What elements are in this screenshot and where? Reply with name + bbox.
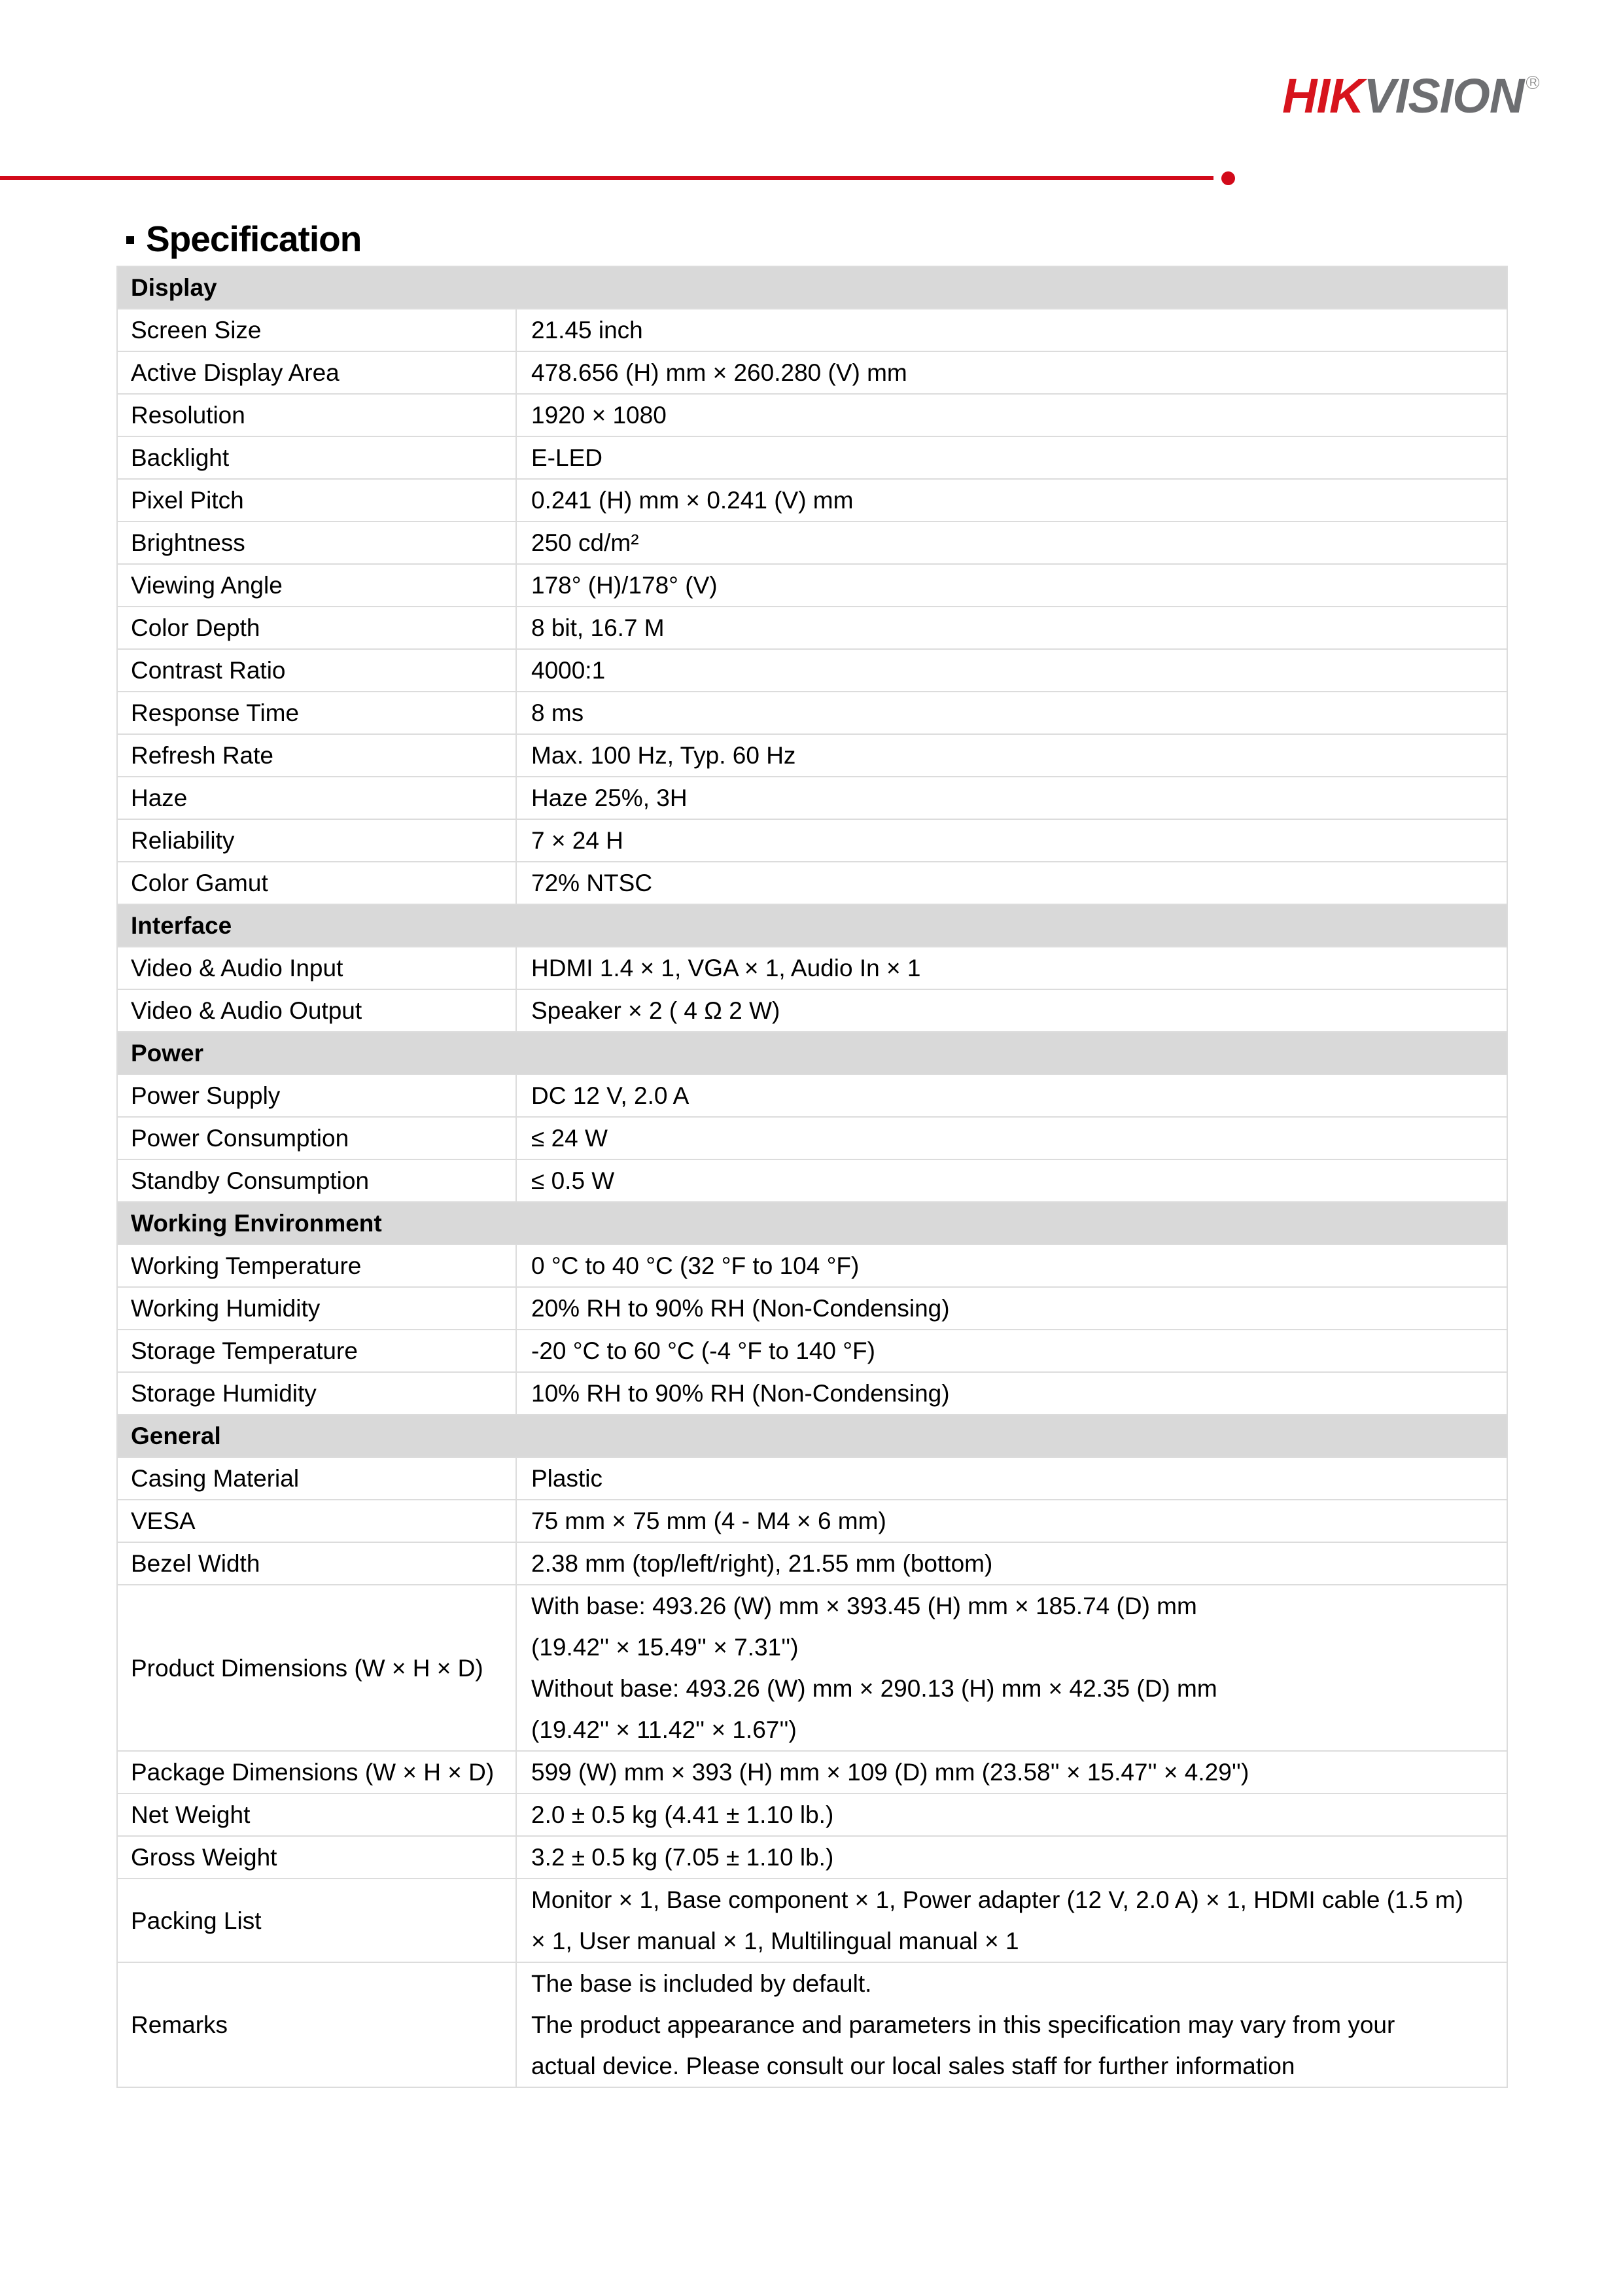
spec-label: Video & Audio Output <box>117 989 516 1032</box>
header-divider-dot <box>1221 171 1235 185</box>
registered-mark-icon: R <box>1526 76 1539 89</box>
spec-value <box>516 564 1507 607</box>
spec-value-line: × 1, User manual × 1, Multilingual manual × 1 <box>531 1928 1019 1954</box>
spec-value-line: 3.2 ± 0.5 kg (7.05 ± 1.10 lb.) <box>531 1844 834 1871</box>
spec-value-line: 75 mm × 75 mm (4 - M4 × 6 mm) <box>531 1508 886 1534</box>
spec-value-line: 20% RH to 90% RH (Non-Condensing) <box>531 1295 950 1322</box>
spec-label: Power Supply <box>117 1074 516 1117</box>
spec-label: Working Temperature <box>117 1245 516 1287</box>
spec-row <box>117 777 1507 819</box>
spec-row <box>117 564 1507 607</box>
spec-row <box>117 436 1507 479</box>
spec-label: Brightness <box>117 521 516 564</box>
spec-value-line: ≤ 24 W <box>531 1125 608 1152</box>
spec-value-line: 0 °C to 40 °C (32 °F to 104 °F) <box>531 1252 860 1279</box>
section-header: Power <box>117 1032 1507 1074</box>
specification-table-body <box>117 266 1507 2087</box>
spec-value <box>516 1962 1507 2087</box>
spec-value <box>516 1879 1507 1962</box>
spec-row <box>117 1962 1507 2087</box>
spec-label: VESA <box>117 1500 516 1542</box>
spec-row <box>117 862 1507 904</box>
spec-value <box>516 1793 1507 1836</box>
spec-row <box>117 692 1507 734</box>
spec-value <box>516 607 1507 649</box>
spec-row <box>117 1159 1507 1202</box>
spec-value <box>516 1751 1507 1793</box>
spec-value <box>516 1330 1507 1372</box>
spec-value <box>516 1074 1507 1117</box>
spec-value-line: 7 × 24 H <box>531 827 623 854</box>
page-title: Specification <box>146 219 362 259</box>
spec-value <box>516 309 1507 351</box>
spec-value <box>516 351 1507 394</box>
spec-value-line: The base is included by default. <box>531 1970 872 1997</box>
spec-label: Contrast Ratio <box>117 649 516 692</box>
spec-label: Haze <box>117 777 516 819</box>
spec-value <box>516 1500 1507 1542</box>
spec-label: Storage Temperature <box>117 1330 516 1372</box>
spec-value <box>516 1245 1507 1287</box>
spec-label: Refresh Rate <box>117 734 516 777</box>
spec-label: Screen Size <box>117 309 516 351</box>
spec-row <box>117 819 1507 862</box>
spec-value-line: 72% NTSC <box>531 870 653 896</box>
spec-row <box>117 1500 1507 1542</box>
spec-label: Color Gamut <box>117 862 516 904</box>
spec-value-line: (19.42'' × 15.49'' × 7.31'') <box>531 1634 799 1661</box>
spec-label: Gross Weight <box>117 1836 516 1879</box>
logo-text-vision: VISION <box>1363 69 1524 123</box>
spec-value <box>516 734 1507 777</box>
spec-row <box>117 1751 1507 1793</box>
spec-value <box>516 819 1507 862</box>
spec-row <box>117 607 1507 649</box>
spec-value-line: With base: 493.26 (W) mm × 393.45 (H) mm × 185.74 (D) mm <box>531 1593 1197 1619</box>
section-header: Interface <box>117 904 1507 947</box>
spec-value <box>516 394 1507 436</box>
spec-value-line: 1920 × 1080 <box>531 402 667 429</box>
spec-label: Product Dimensions (W × H × D) <box>117 1585 516 1751</box>
spec-value-line: Haze 25%, 3H <box>531 785 688 811</box>
spec-value-line: ≤ 0.5 W <box>531 1167 615 1194</box>
spec-value-line: 21.45 inch <box>531 317 643 344</box>
spec-label: Working Humidity <box>117 1287 516 1330</box>
spec-row <box>117 351 1507 394</box>
spec-label: Power Consumption <box>117 1117 516 1159</box>
spec-value-line: DC 12 V, 2.0 A <box>531 1082 689 1109</box>
section-header: General <box>117 1415 1507 1457</box>
spec-value-line: actual device. Please consult our local sales staff for further information <box>531 2053 1295 2079</box>
spec-row <box>117 734 1507 777</box>
spec-value-line: 4000:1 <box>531 657 606 684</box>
spec-row <box>117 947 1507 989</box>
spec-value <box>516 1159 1507 1202</box>
spec-row <box>117 1074 1507 1117</box>
section-header-row <box>117 904 1507 947</box>
spec-value <box>516 1836 1507 1879</box>
spec-label: Package Dimensions (W × H × D) <box>117 1751 516 1793</box>
spec-value-line: 0.241 (H) mm × 0.241 (V) mm <box>531 487 854 514</box>
spec-label: Resolution <box>117 394 516 436</box>
spec-value <box>516 479 1507 521</box>
spec-row <box>117 1879 1507 1962</box>
section-header-row <box>117 1415 1507 1457</box>
spec-label: Bezel Width <box>117 1542 516 1585</box>
spec-row <box>117 394 1507 436</box>
spec-value-line: 478.656 (H) mm × 260.280 (V) mm <box>531 359 907 386</box>
spec-value-line: 2.0 ± 0.5 kg (4.41 ± 1.10 lb.) <box>531 1801 834 1828</box>
spec-label: Reliability <box>117 819 516 862</box>
spec-value-line: Without base: 493.26 (W) mm × 290.13 (H) mm × 42.35 (D) mm <box>531 1675 1217 1702</box>
spec-value-line: HDMI 1.4 × 1, VGA × 1, Audio In × 1 <box>531 955 921 981</box>
spec-value-line: 10% RH to 90% RH (Non-Condensing) <box>531 1380 950 1407</box>
spec-value-line: 250 cd/m² <box>531 529 639 556</box>
spec-label: Net Weight <box>117 1793 516 1836</box>
spec-value-line: The product appearance and parameters in this specification may vary from your <box>531 2011 1395 2038</box>
spec-row <box>117 649 1507 692</box>
spec-label: Video & Audio Input <box>117 947 516 989</box>
spec-row <box>117 1542 1507 1585</box>
spec-label: Remarks <box>117 1962 516 2087</box>
specification-table <box>116 266 1508 2088</box>
spec-label: Response Time <box>117 692 516 734</box>
spec-row <box>117 1117 1507 1159</box>
spec-label: Standby Consumption <box>117 1159 516 1202</box>
spec-value-line: 8 bit, 16.7 M <box>531 614 665 641</box>
section-header-row <box>117 1202 1507 1245</box>
spec-value <box>516 947 1507 989</box>
spec-row <box>117 1245 1507 1287</box>
spec-value <box>516 521 1507 564</box>
spec-label: Backlight <box>117 436 516 479</box>
spec-value <box>516 436 1507 479</box>
spec-row <box>117 1330 1507 1372</box>
spec-value-line: Plastic <box>531 1465 602 1492</box>
spec-value-line: 599 (W) mm × 393 (H) mm × 109 (D) mm (23.58'' × 15.47'' × 4.29'') <box>531 1759 1249 1786</box>
spec-value <box>516 1585 1507 1751</box>
spec-label: Viewing Angle <box>117 564 516 607</box>
spec-value <box>516 862 1507 904</box>
spec-value-line: 8 ms <box>531 699 584 726</box>
spec-value-line: 178° (H)/178° (V) <box>531 572 718 599</box>
spec-row <box>117 309 1507 351</box>
spec-value <box>516 692 1507 734</box>
hikvision-logo <box>1282 69 1539 123</box>
section-header-row <box>117 266 1507 309</box>
spec-row <box>117 1457 1507 1500</box>
spec-label: Packing List <box>117 1879 516 1962</box>
spec-value <box>516 989 1507 1032</box>
section-header-row <box>117 1032 1507 1074</box>
spec-value-line: -20 °C to 60 °C (-4 °F to 140 °F) <box>531 1337 875 1364</box>
spec-row <box>117 1372 1507 1415</box>
spec-label: Storage Humidity <box>117 1372 516 1415</box>
spec-label: Active Display Area <box>117 351 516 394</box>
spec-row <box>117 1793 1507 1836</box>
spec-value <box>516 1457 1507 1500</box>
spec-value <box>516 777 1507 819</box>
spec-value <box>516 1542 1507 1585</box>
spec-label: Casing Material <box>117 1457 516 1500</box>
spec-row <box>117 479 1507 521</box>
section-header: Display <box>117 266 1507 309</box>
spec-value-line: 2.38 mm (top/left/right), 21.55 mm (bottom) <box>531 1550 993 1577</box>
spec-row <box>117 1585 1507 1751</box>
logo-text-hik: HIK <box>1282 69 1364 123</box>
spec-row <box>117 521 1507 564</box>
spec-value <box>516 1372 1507 1415</box>
spec-row <box>117 1836 1507 1879</box>
header-divider-line <box>0 176 1213 180</box>
spec-row <box>117 1287 1507 1330</box>
square-bullet-icon <box>126 236 134 244</box>
spec-value <box>516 1287 1507 1330</box>
spec-label: Color Depth <box>117 607 516 649</box>
spec-value-line: Speaker × 2 ( 4 Ω 2 W) <box>531 997 780 1024</box>
spec-value-line: Monitor × 1, Base component × 1, Power adapter (12 V, 2.0 A) × 1, HDMI cable (1.5 m) <box>531 1886 1463 1913</box>
spec-value-line: Max. 100 Hz, Typ. 60 Hz <box>531 742 796 769</box>
section-title <box>126 216 361 262</box>
section-header: Working Environment <box>117 1202 1507 1245</box>
spec-row <box>117 989 1507 1032</box>
spec-value-line: (19.42'' × 11.42'' × 1.67'') <box>531 1716 797 1743</box>
spec-value <box>516 649 1507 692</box>
spec-label: Pixel Pitch <box>117 479 516 521</box>
spec-value-line: E-LED <box>531 444 602 471</box>
spec-value <box>516 1117 1507 1159</box>
